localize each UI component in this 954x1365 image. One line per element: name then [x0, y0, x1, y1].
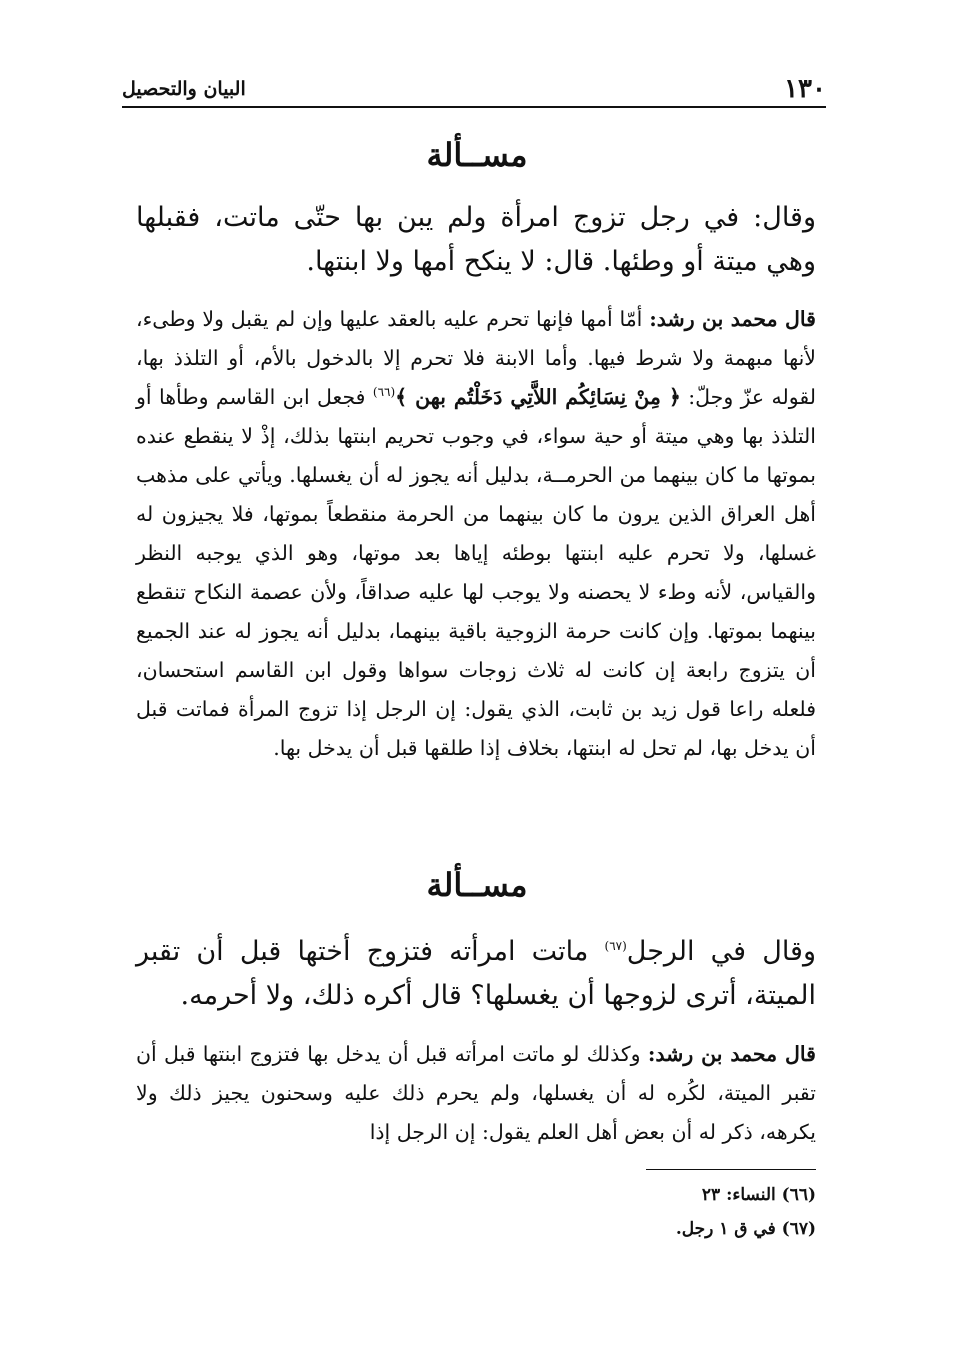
- footnote-item: (٦٦) النساء: ٢٣: [701, 1185, 816, 1205]
- answer-text-continued: فجعل ابن القاسم وطأها أو التلذذ بها وهي ميتة أو حية سواء، في وجوب تحريم ابنتها بذلك، إذْ لا ينقطع عنده بموتها ما كان بينهما من الحرمــة، بدليل أنه يجوز له أن يغسلها. ويأتي على مذهب أهل العراق الذين يرون ما كان بينهما من الحرمة منقطعاً بموتها، فلا يجيزون له غسلها، ولا تحرم عليه ابنتها بوطئه إياها بعد موتها، وهو الذي يوجبه النظر والقياس، لأنه وطء لا يحصنه ولا يوجب لها عليه صداقاً، ولأن عصمة النكاح تنقطع بينهما بموتها. وإن كانت حرمة الزوجية باقية بينهما، بدليل أنه يجوز له عند الجميع أن يتزوج رابعة إن كانت له ثلاث زوجات سواها وقول ابن القاسم استحسان، فلعله راعا قول زيد بن ثابت، الذي يقول: إن الرجل إذا تزوج المرأة فماتت قبل أن يدخل بها، لم تحل له ابنتها، بخلاف إذا طلقها قبل أن يدخل بها.: [136, 385, 816, 760]
- section-heading: مســألة: [426, 866, 528, 904]
- answer-text: أمّا أمها فإنها تحرم عليه بالعقد عليها وإن لم يقبل ولا وطىء، لأنها مبهمة ولا شرط فيها. وأما الابنة فلا تحرم إلا بالدخول بالأم، أو التلذذ بها، لقوله عزّ وجلّ:: [136, 307, 816, 409]
- answer-paragraph: [136, 1035, 816, 1152]
- quran-verse: ﴿ مِنْ نِسَائِكُم اللاَّتِي دَخَلْتُم بهن ﴾: [395, 385, 681, 409]
- question-paragraph: وقال: في رجل تزوج امرأة ولم يبن بها حتّى ماتت، فقبلها وهي ميتة أو وطئها. قال: لا ينكح أمها ولا ابنتها.: [136, 202, 816, 277]
- answer-speaker: قال محمد بن رشد:: [647, 1042, 816, 1066]
- question-paragraph: [136, 930, 816, 1018]
- section-heading: مســألة: [426, 136, 528, 174]
- running-title: البيان والتحصيل: [122, 78, 246, 100]
- question-text-continued: ماتت امرأته فتزوج أختها قبل أن تقبر الميتة، أترى لزوجها أن يغسلها؟ قال أكره ذلك، ولا أحرمه.: [136, 936, 816, 1011]
- answer-text: وكذلك لو ماتت امرأته قبل أن يدخل بها فتزوج ابنتها قبل أن تقبر الميتة، لكُره له أن يغسلها، ولم يحرم ذلك عليه وسحنون يجيز ذلك ولا يكرهه، ذكر له أن بعض أهل العلم يقول: إن الرجل إذا: [136, 1042, 816, 1144]
- footnote-reference: (٦٧): [604, 939, 627, 953]
- footnotes: [136, 1178, 816, 1246]
- question-text: وقال في الرجل: [626, 936, 816, 967]
- footnote-divider: [646, 1169, 816, 1170]
- answer-speaker: قال محمد بن رشد:: [649, 307, 816, 331]
- footnote-reference: (٦٦): [372, 385, 396, 400]
- answer-paragraph: [136, 300, 816, 768]
- footnote-item: (٦٧) في ق ١ رجل.: [675, 1219, 816, 1239]
- page-header: [122, 72, 826, 108]
- page-number: ١٣٠: [784, 74, 826, 104]
